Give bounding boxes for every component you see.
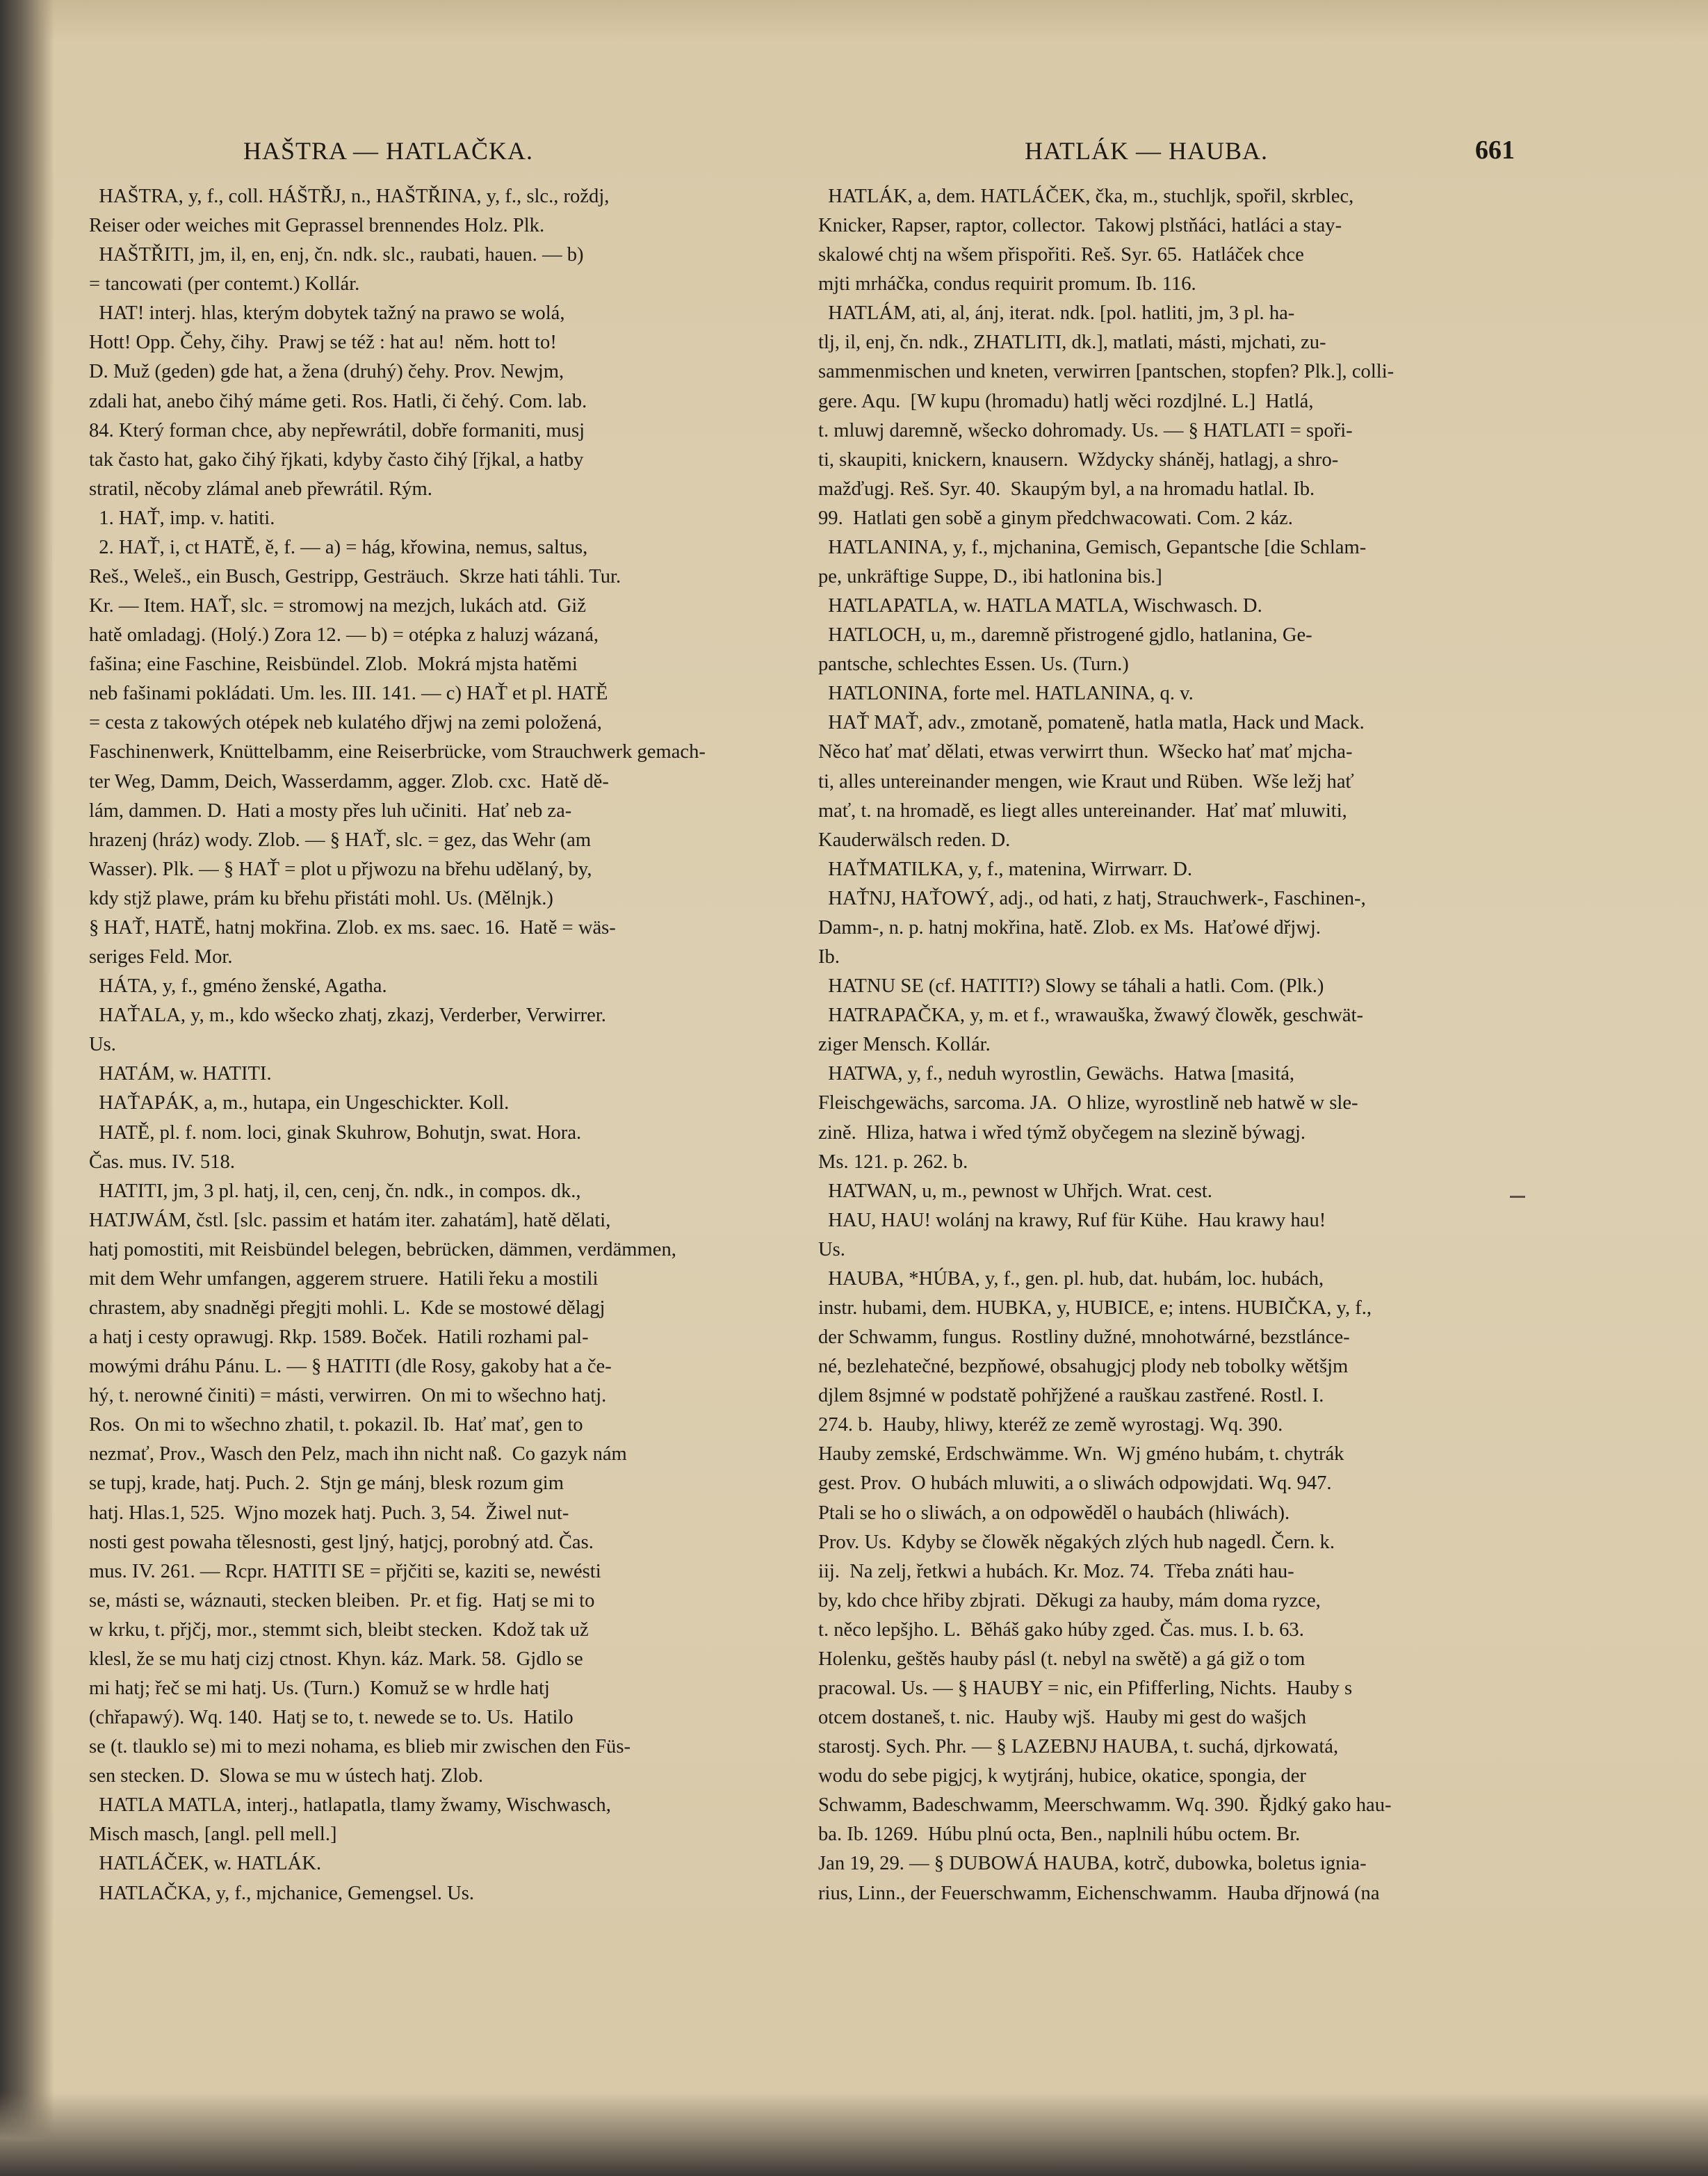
- text-line: wodu do sebe pigjcj, k wytjránj, hubice, okatice, spongia, der: [818, 1765, 1306, 1787]
- page-number: 661: [1475, 136, 1515, 165]
- text-line: neb fašinami pokládati. Um. les. III. 141. — c) HAŤ et pl. HATĚ: [89, 683, 608, 705]
- text-line: fašina; eine Faschine, Reisbündel. Zlob. Mokrá mjsta hatěmi: [89, 653, 578, 676]
- text-line: HATITI, jm, 3 pl. hatj, il, cen, cenj, čn. ndk., in compos. dk.,: [89, 1180, 581, 1202]
- text-line: sen stecken. D. Slowa se mu w ústech hatj. Zlob.: [89, 1765, 484, 1787]
- text-line: tak často hat, gako čihý řjkati, kdyby často čihý [řjkal, a hatby: [89, 448, 584, 471]
- text-line: der Schwamm, fungus. Rostliny dužné, mnohotwárné, bezstlánce-: [818, 1326, 1350, 1349]
- text-line: mi hatj; řeč se mi hatj. Us. (Turn.) Komuž se w hrdle hatj: [89, 1677, 550, 1699]
- text-line: iij. Na zelj, řetkwi a hubách. Kr. Moz. 74. Třeba znáti hau-: [818, 1560, 1294, 1582]
- text-line: Hott! Opp. Čehy, čihy. Prawj se též : hat au! něm. hott to!: [89, 332, 557, 354]
- text-line: HAŠTŘITI, jm, il, en, enj, čn. ndk. slc., raubati, hauen. — b): [89, 244, 584, 266]
- text-line: instr. hubami, dem. HUBKA, y, HUBICE, e; intens. HUBIČKA, y, f.,: [818, 1297, 1372, 1319]
- text-line: ti, skaupiti, knickern, knausern. Wždycky sháněj, hatlagj, a shro-: [818, 448, 1339, 471]
- text-line: HATĚ, pl. f. nom. loci, ginak Skuhrow, Bohutjn, swat. Hora.: [89, 1121, 582, 1144]
- text-line: mit dem Wehr umfangen, aggerem struere. Hatili řeku a mostili: [89, 1267, 599, 1290]
- text-line: Damm-, n. p. hatnj mokřina, hatě. Zlob. ex Ms. Haťowé dřjwj.: [818, 916, 1321, 939]
- text-line: HATLAČKA, y, f., mjchanice, Gemengsel. Us.: [89, 1882, 475, 1904]
- text-line: HATWA, y, f., neduh wyrostlin, Gewächs. Hatwa [masitá,: [818, 1063, 1295, 1085]
- text-line: Ms. 121. p. 262. b.: [818, 1151, 968, 1173]
- text-line: otcem dostaneš, t. nic. Hauby wjš. Hauby mi gest do wašjch: [818, 1707, 1307, 1729]
- text-line: zině. Hliza, hatwa i wřed týmž obyčegem na slezině býwagj.: [818, 1121, 1306, 1144]
- text-line: 99. Hatlati gen sobě a ginym předchwacowati. Com. 2 káz.: [818, 507, 1293, 529]
- text-line: Ib.: [818, 946, 840, 968]
- text-line: = cesta z takowých otépek neb kulatého dřjwj na zemi položená,: [89, 712, 602, 734]
- text-line: HAŤ MAŤ, adv., zmotaně, pomateně, hatla matla, Hack und Mack.: [818, 712, 1365, 734]
- text-line: ba. Ib. 1269. Húbu plnú octa, Ben., naplnili húbu octem. Br.: [818, 1824, 1301, 1846]
- text-line: HATJWÁM, čstl. [slc. passim et hatám iter. zahatám], hatě dělati,: [89, 1209, 611, 1231]
- text-line: t. něco lepšjho. L. Běháš gako húby zged. Čas. mus. I. b. 63.: [818, 1618, 1304, 1641]
- text-line: Faschinenwerk, Knüttelbamm, eine Reiserbrücke, vom Strauchwerk gemach-: [89, 741, 706, 763]
- text-line: hatě omladagj. (Holý.) Zora 12. — b) = otépka z haluzj wázaná,: [89, 624, 599, 647]
- text-line: 274. b. Hauby, hliwy, kteréž ze země wyrostagj. Wq. 390.: [818, 1414, 1283, 1436]
- binding-gutter-shadow: [0, 0, 54, 2176]
- running-header-right: HATLÁK — HAUBA.: [1025, 137, 1268, 165]
- text-line: Reš., Weleš., ein Busch, Gestripp, Gesträuch. Skrze hati táhli. Tur.: [89, 566, 621, 588]
- right-text-column: [818, 182, 1543, 1908]
- text-line: nezmať, Prov., Wasch den Pelz, mach ihn nicht naß. Co gazyk nám: [89, 1443, 627, 1465]
- text-line: hý, t. nerowné činiti) = másti, verwirren. On mi to wšechno hatj.: [89, 1385, 607, 1407]
- left-text-column: [89, 182, 811, 1908]
- text-line: Us.: [818, 1238, 845, 1260]
- text-line: Knicker, Rapser, raptor, collector. Takowj plstňáci, hatláci a stay-: [818, 215, 1342, 237]
- text-line: mjti mrháčka, condus requirit promum. Ib. 116.: [818, 273, 1196, 295]
- text-line: nosti gest powaha tělesnosti, gest ljný, hatjcj, porobný atd. Čas.: [89, 1531, 594, 1553]
- text-line: Reiser oder weiches mit Geprassel brennendes Holz. Plk.: [89, 215, 545, 237]
- stray-ink-mark: [1510, 1196, 1525, 1198]
- text-line: HATÁM, w. HATITI.: [89, 1063, 272, 1085]
- text-line: hatj. Hlas.1, 525. Wjno mozek hatj. Puch. 3, 54. Žiwel nut-: [89, 1502, 569, 1524]
- text-line: HATRAPAČKA, y, m. et f., wrawauška, žwawý člowěk, geschwät-: [818, 1005, 1364, 1027]
- text-line: HAŤALA, y, m., kdo wšecko zhatj, zkazj, Verderber, Verwirrer.: [89, 1005, 606, 1027]
- running-header-left: HAŠTRA — HATLAČKA.: [243, 137, 534, 165]
- text-line: tlj, il, enj, čn. ndk., ZHATLITI, dk.], matlati, másti, mjchati, zu-: [818, 332, 1326, 354]
- text-line: by, kdo chce hřiby zbjrati. Děkugi za hauby, mám doma ryzce,: [818, 1589, 1321, 1611]
- text-line: se, másti se, wáznauti, stecken bleiben. Pr. et fig. Hatj se mi to: [89, 1589, 595, 1611]
- text-line: starostj. Sych. Phr. — § LAZEBNJ HAUBA, t. suchá, djrkowatá,: [818, 1736, 1339, 1758]
- text-line: HATLÁČEK, w. HATLÁK.: [89, 1853, 322, 1875]
- text-line: ter Weg, Damm, Deich, Wasserdamm, agger. Zlob. cxc. Hatě dě-: [89, 770, 609, 793]
- text-line: rius, Linn., der Feuerschwamm, Eichenschwamm. Hauba dřjnowá (na: [818, 1882, 1380, 1904]
- text-line: 1. HAŤ, imp. v. hatiti.: [89, 507, 275, 529]
- text-line: HAUBA, *HÚBA, y, f., gen. pl. hub, dat. hubám, loc. hubách,: [818, 1267, 1324, 1290]
- text-line: D. Muž (geden) gde hat, a žena (druhý) čehy. Prov. Newjm,: [89, 361, 564, 383]
- text-line: w krku, t. přjčj, mor., stemmt sich, bleibt stecken. Kdož tak už: [89, 1618, 589, 1641]
- text-line: Prov. Us. Kdyby se člowěk něgakých zlých hub nagedl. Čern. k.: [818, 1531, 1335, 1553]
- text-line: stratil, něcoby zlámal aneb přewrátil. Rým.: [89, 478, 432, 500]
- text-line: Ros. On mi to wšechno zhatil, t. pokazil. Ib. Hať mať, gen to: [89, 1414, 583, 1436]
- text-line: Holenku, geštěs hauby pásl (t. nebyl na swětě) a gá giž o tom: [818, 1648, 1306, 1670]
- text-line: hatj pomostiti, mit Reisbündel belegen, bebrücken, dämmen, verdämmen,: [89, 1238, 676, 1260]
- text-line: Jan 19, 29. — § DUBOWÁ HAUBA, kotrč, dubowka, boletus ignia-: [818, 1853, 1367, 1875]
- text-line: Ptali se ho o sliwách, a on odpowěděl o haubách (hliwách).: [818, 1502, 1290, 1524]
- text-line: ti, alles untereinander mengen, wie Kraut und Rüben. Wše ležj hať: [818, 770, 1354, 793]
- text-line: Us.: [89, 1034, 116, 1056]
- text-line: mowými dráhu Pánu. L. — § HATITI (dle Rosy, gakoby hat a če-: [89, 1356, 612, 1378]
- text-line: HATLOCH, u, m., daremně přistrogené gjdlo, hatlanina, Ge-: [818, 624, 1312, 647]
- text-line: HATWAN, u, m., pewnost w Uhřjch. Wrat. cest.: [818, 1180, 1212, 1202]
- text-line: pracowal. Us. — § HAUBY = nic, ein Pfifferling, Nichts. Hauby s: [818, 1677, 1353, 1699]
- text-line: skalowé chtj na wšem přispořiti. Reš. Syr. 65. Hatláček chce: [818, 244, 1304, 266]
- text-line: hrazenj (hráz) wody. Zlob. — § HAŤ, slc. = gez, das Wehr (am: [89, 829, 592, 851]
- text-line: Kauderwälsch reden. D.: [818, 829, 1011, 851]
- text-line: pantsche, schlechtes Essen. Us. (Turn.): [818, 653, 1129, 676]
- text-line: HATNU SE (cf. HATITI?) Slowy se táhali a hatli. Com. (Plk.): [818, 975, 1324, 998]
- text-line: se (t. tlauklo se) mi to mezi nohama, es blieb mir zwischen den Füs-: [89, 1736, 631, 1758]
- text-line: né, bezlehatečné, bezpňowé, obsahugjcj plody neb tobolky wětšjm: [818, 1356, 1349, 1378]
- text-line: klesl, že se mu hatj cizj ctnost. Khyn. káz. Mark. 58. Gjdlo se: [89, 1648, 583, 1670]
- text-line: Kr. — Item. HAŤ, slc. = stromowj na mezjch, lukách atd. Giž: [89, 595, 586, 617]
- text-line: djlem 8sjmné w podstatě pohřjžené a rauškau zastřené. Rostl. I.: [818, 1385, 1324, 1407]
- text-line: se tupj, krade, hatj. Puch. 2. Stjn ge mánj, blesk rozum gim: [89, 1472, 564, 1495]
- text-line: Čas. mus. IV. 518.: [89, 1151, 235, 1173]
- text-line: HAŤMATILKA, y, f., matenina, Wirrwarr. D.: [818, 858, 1193, 880]
- text-line: Schwamm, Badeschwamm, Meerschwamm. Wq. 390. Řjdký gako hau-: [818, 1794, 1392, 1817]
- text-line: HATLAPATLA, w. HATLA MATLA, Wischwasch. D.: [818, 595, 1262, 617]
- text-line: Fleischgewächs, sarcoma. JA. O hlize, wyrostlině neb hatwě w sle-: [818, 1092, 1358, 1114]
- text-line: t. mluwj daremně, wšecko dohromady. Us. — § HATLATI = spoři-: [818, 419, 1353, 441]
- text-line: ziger Mensch. Kollár.: [818, 1034, 991, 1056]
- text-line: mažďugj. Reš. Syr. 40. Skaupým byl, a na hromadu hatlal. Ib.: [818, 478, 1315, 500]
- text-line: HAU, HAU! wolánj na krawy, Ruf für Kühe. Hau krawy hau!: [818, 1209, 1326, 1231]
- text-line: gest. Prov. O hubách mluwiti, a o sliwách odpowjdati. Wq. 947.: [818, 1472, 1332, 1495]
- text-line: chrastem, aby snadněgi přegjti mohli. L. Kde se mostowé dělagj: [89, 1297, 605, 1319]
- text-line: HATLÁM, ati, al, ánj, iterat. ndk. [pol. hatliti, jm, 3 pl. ha-: [818, 302, 1295, 325]
- text-line: HAŠTRA, y, f., coll. HÁŠTŘJ, n., HAŠTŘINA, y, f., slc., roždj,: [89, 186, 610, 207]
- text-line: mať, t. na hromadě, es liegt alles untereinander. Hať mať mluwiti,: [818, 799, 1347, 822]
- page-top-shade: [0, 0, 1708, 42]
- text-line: kdy stjž plawe, prám ku břehu přistáti mohl. Us. (Mělnjk.): [89, 887, 553, 909]
- text-line: HATLA MATLA, interj., hatlapatla, tlamy žwamy, Wischwasch,: [89, 1794, 611, 1817]
- text-line: gere. Aqu. [W kupu (hromadu) hatlj wěci rozdjlné. L.] Hatlá,: [818, 390, 1314, 412]
- text-line: (chřapawý). Wq. 140. Hatj se to, t. newede se to. Us. Hatilo: [89, 1707, 574, 1729]
- text-line: 84. Který forman chce, aby nepřewrátil, dobře formaniti, musj: [89, 419, 585, 441]
- text-line: § HAŤ, HATĚ, hatnj mokřina. Zlob. ex ms. saec. 16. Hatě = wäs-: [89, 916, 616, 939]
- text-line: HAŤNJ, HAŤOWÝ, adj., od hati, z hatj, Strauchwerk-, Faschinen-,: [818, 887, 1366, 909]
- text-line: HATLONINA, forte mel. HATLANINA, q. v.: [818, 683, 1194, 705]
- page-bottom-edge: [0, 2093, 1708, 2176]
- text-line: Wasser). Plk. — § HAŤ = plot u přjwozu na břehu udělaný, by,: [89, 858, 592, 880]
- text-line: = tancowati (per contemt.) Kollár.: [89, 273, 360, 295]
- text-line: HATLANINA, y, f., mjchanina, Gemisch, Gepantsche [die Schlam-: [818, 536, 1367, 558]
- text-line: Hauby zemské, Erdschwämme. Wn. Wj gméno hubám, t. chytrák: [818, 1443, 1344, 1465]
- text-line: 2. HAŤ, i, ct HATĚ, ě, f. — a) = hág, křowina, nemus, saltus,: [89, 536, 588, 558]
- text-line: sammenmischen und kneten, verwirren [pantschen, stopfen? Plk.], colli-: [818, 361, 1394, 383]
- text-line: lám, dammen. D. Hati a mosty přes luh učiniti. Hať neb za-: [89, 799, 572, 822]
- text-line: seriges Feld. Mor.: [89, 946, 233, 968]
- text-line: a hatj i cesty oprawugj. Rkp. 1589. Boček. Hatili rozhami pal-: [89, 1326, 589, 1349]
- text-line: Misch masch, [angl. pell mell.]: [89, 1824, 337, 1846]
- text-line: pe, unkräftige Suppe, D., ibi hatlonina bis.]: [818, 566, 1162, 588]
- text-line: HÁTA, y, f., gméno ženské, Agatha.: [89, 975, 387, 998]
- text-line: HAT! interj. hlas, kterým dobytek tažný na prawo se wolá,: [89, 302, 565, 325]
- text-line: mus. IV. 261. — Rcpr. HATITI SE = přjčiti se, kaziti se, newésti: [89, 1560, 601, 1582]
- text-line: Něco hať mať dělati, etwas verwirrt thun. Wšecko hať mať mjcha-: [818, 741, 1353, 763]
- text-line: HATLÁK, a, dem. HATLÁČEK, čka, m., stuchljk, spořil, skrblec,: [818, 186, 1354, 207]
- text-line: zdali hat, anebo čihý máme geti. Ros. Hatli, či čehý. Com. lab.: [89, 390, 587, 412]
- text-line: HAŤAPÁK, a, m., hutapa, ein Ungeschickter. Koll.: [89, 1092, 510, 1114]
